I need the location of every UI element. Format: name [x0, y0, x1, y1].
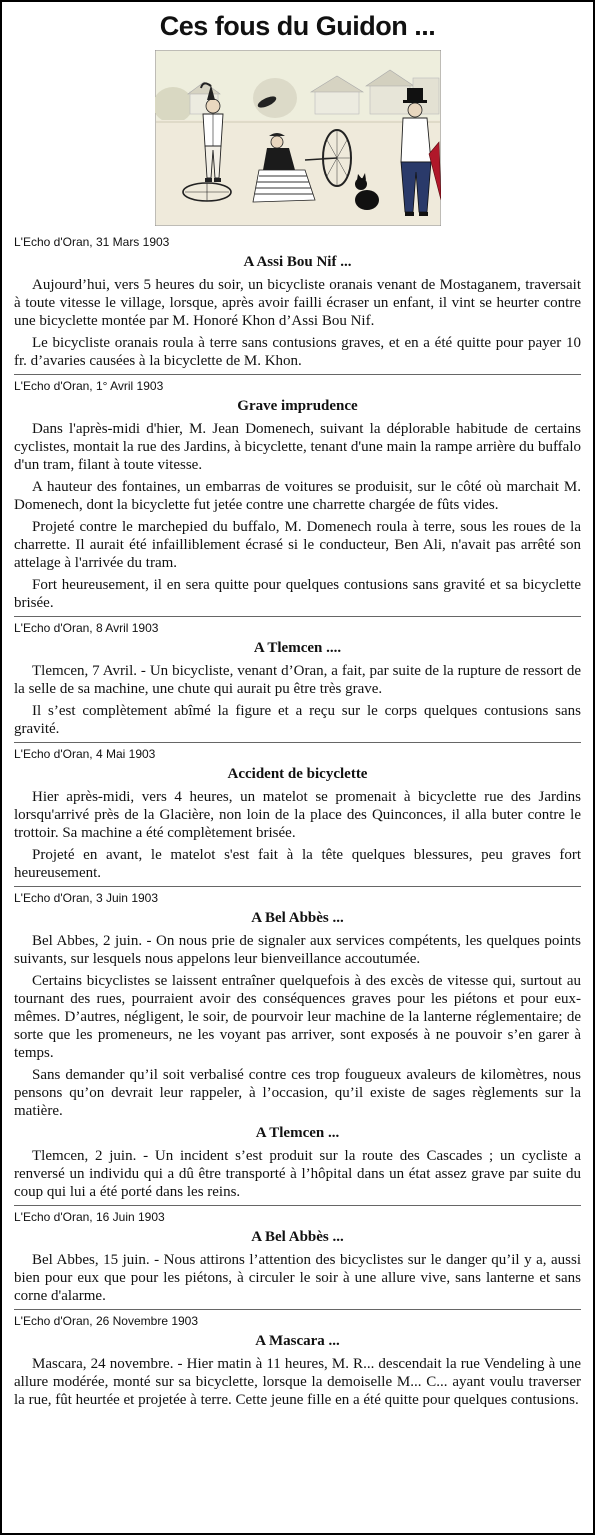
article-paragraph: Tlemcen, 7 Avril. - Un bicycliste, venant d’Oran, a fait, par suite de la rupture de ressort de la selle de sa machine, une chute qui aurait pu être très grave. [14, 663, 581, 697]
article-divider [14, 374, 581, 375]
page-title: Ces fous du Guidon ... [159, 11, 436, 41]
article-heading: A Bel Abbès ... [251, 1229, 344, 1245]
article-source: L'Echo d'Oran, 16 Juin 1903 [14, 1210, 165, 1224]
article-divider [14, 886, 581, 887]
article-paragraph: Dans l'après-midi d'hier, M. Jean Domenech, suivant la déplorable habitude de certains cyclistes, montait la rue des Jardins, à bicyclette, tenant d'une main la rampe arrière du buffalo d'un tram, filant à toute vitesse. [14, 421, 581, 473]
article-paragraph: Il s’est complètement abîmé la figure et a reçu sur le corps quelques contusions sans gravité. [14, 703, 581, 737]
article-heading: A Tlemcen ... [255, 1125, 340, 1141]
article-heading: A Bel Abbès ... [251, 910, 344, 926]
article-paragraph: Projeté contre le marchepied du buffalo, M. Domenech roula à terre, sous les roues de la charrette. Il aurait été infailliblement écrasé si le conducteur, Ben Ali, n'avait pas arrêté son attelage à l'arrivée du tram. [14, 519, 581, 571]
article-paragraph: Mascara, 24 novembre. - Hier matin à 11 heures, M. R... descendait la rue Vendeling à une allure modérée, monté sur sa bicyclette, lorsque la demoiselle M... C... ayant voulu traverser la rue, fût heurtée et projetée à terre. Cette jeune fille en a été quitte pour quelques contusions. [14, 1356, 581, 1408]
article-heading: Accident de bicyclette [227, 766, 368, 782]
article-paragraph: Tlemcen, 2 juin. - Un incident s’est produit sur la route des Cascades ; un cycliste a renversé un individu qui a dû être transporté à l’hôpital dans un état assez grave par suite du coup qui lui a été porté dans les reins. [14, 1148, 581, 1200]
article-paragraph: Bel Abbes, 2 juin. - On nous prie de signaler aux services compétents, les quelques points suivants, sur lesquels nous appelons leur bienveillance accoutumée. [14, 933, 581, 967]
articles-container [14, 234, 581, 1409]
article-paragraph: Le bicycliste oranais roula à terre sans contusions graves, et en a été quitte pour payer 10 fr. d’avaries causées à la bicyclette de M. Khon. [14, 335, 581, 369]
article-heading: A Tlemcen .... [253, 640, 342, 656]
article-heading: A Assi Bou Nif ... [243, 254, 352, 270]
article-divider [14, 1309, 581, 1310]
article-paragraph: Sans demander qu’il soit verbalisé contre ces trop fougueux avaleurs de kilomètres, nous pensons qu’on devrait leur rappeler, à l’occasion, qu’il existe de sages règlements sur la matière. [14, 1067, 581, 1119]
article-source: L'Echo d'Oran, 31 Mars 1903 [14, 235, 170, 249]
article-divider [14, 1205, 581, 1206]
article-source: L'Echo d'Oran, 4 Mai 1903 [14, 747, 156, 761]
article-heading: A Mascara ... [255, 1333, 340, 1349]
article-paragraph: Fort heureusement, il en sera quitte pour quelques contusions sans gravité et sa bicyclette brisée. [14, 577, 581, 611]
article-divider [14, 742, 581, 743]
article-paragraph: Certains bicyclistes se laissent entraîner quelquefois à des excès de vitesse qui, surtout au tournant des rues, pourraient avoir des conséquences graves pour les piétons et pour eux-mêmes. D’autres, négligent, le soir, de pourvoir leur machine de la lanterne réglementaire; de sorte que les promeneurs, ne les voyant pas arriver, sont exposés à ne pouvoir s’en garer à temps. [14, 973, 581, 1061]
article-source: L'Echo d'Oran, 3 Juin 1903 [14, 891, 159, 905]
article-source: L'Echo d'Oran, 26 Novembre 1903 [14, 1314, 199, 1328]
article-paragraph: Hier après-midi, vers 4 heures, un matelot se promenait à bicyclette rue des Jardins lorsqu'arrivé près de la Glacière, non loin de la place des Quinconces, il alla buter contre le trottoir. Sa machine a été complètement brisée. [14, 789, 581, 841]
article-heading: Grave imprudence [237, 398, 358, 414]
article-paragraph: Aujourd’hui, vers 5 heures du soir, un bicycliste oranais venant de Mostaganem, traversait à toute vitesse le village, lorsque, après avoir failli écraser un enfant, il vint se heurter contre une bicyclette montée par M. Honoré Khon d’Assi Bou Nif. [14, 277, 581, 329]
article-paragraph: A hauteur des fontaines, un embarras de voitures se produisit, sur le côté où marchait M. Domenech, dont la bicyclette fut jetée contre une charrette chargée de fûts vides. [14, 479, 581, 513]
article-source: L'Echo d'Oran, 8 Avril 1903 [14, 621, 159, 635]
article-paragraph: Projeté en avant, le matelot s'est fait à la tête quelques blessures, peu graves fort heureusement. [14, 847, 581, 881]
article-paragraph: Bel Abbes, 15 juin. - Nous attirons l’attention des bicyclistes sur le danger qu’il y a, aussi bien pour eux que pour les piétons, à circuler le soir à une allure vive, sans lanterne et sans corne d'alarme. [14, 1252, 581, 1304]
cyclist-accident-illustration [155, 50, 441, 226]
article-divider [14, 616, 581, 617]
article-source: L'Echo d'Oran, 1° Avril 1903 [14, 379, 164, 393]
